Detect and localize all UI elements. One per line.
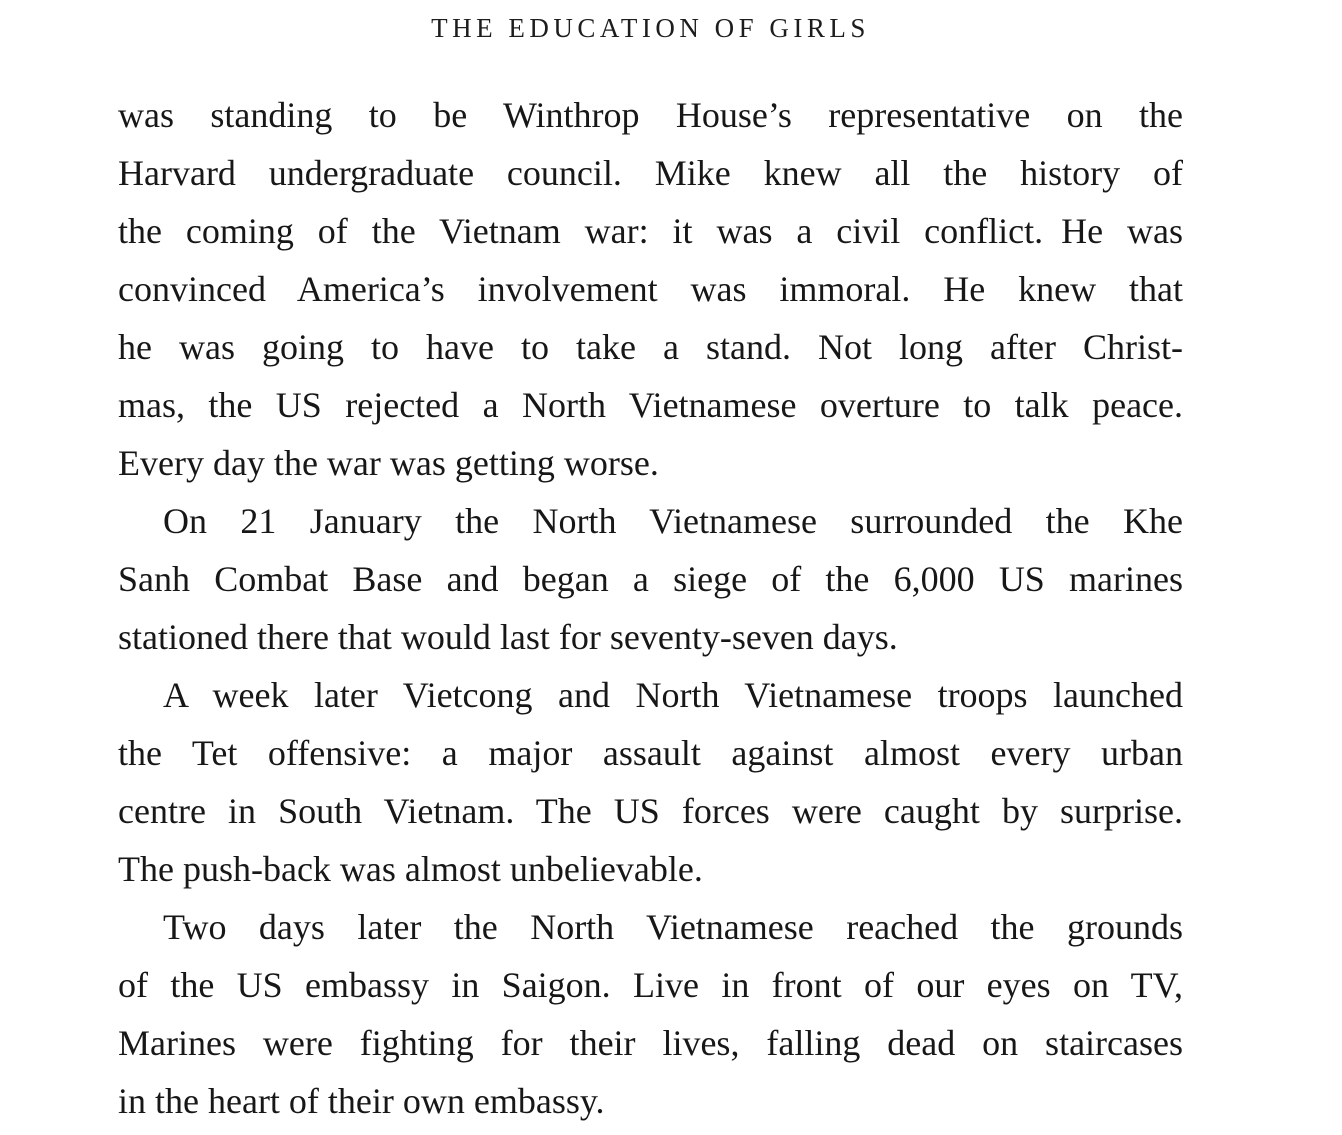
text-line: stationed there that would last for seventy-seven days.: [118, 617, 898, 657]
text-line: the Tet offensive: a major assault against almost every urban: [118, 733, 1183, 773]
text-line: Two days later the North Vietnamese reached the grounds: [163, 907, 1183, 947]
text-line: centre in South Vietnam. The US forces were caught by surprise.: [118, 791, 1183, 831]
text-line: The push-back was almost unbelievable.: [118, 849, 703, 889]
paragraph: [118, 666, 1183, 898]
text-line: the coming of the Vietnam war: it was a civil conflict. He was: [118, 211, 1183, 251]
text-line: Sanh Combat Base and began a siege of the 6,000 US marines: [118, 559, 1183, 599]
text-line: mas, the US rejected a North Vietnamese overture to talk peace.: [118, 385, 1183, 425]
text-line: Marines were fighting for their lives, falling dead on staircases: [118, 1023, 1183, 1063]
paragraph: [118, 898, 1183, 1130]
paragraph: [118, 86, 1183, 492]
text-line: was standing to be Winthrop House’s representative on the: [118, 95, 1183, 135]
text-line: On 21 January the North Vietnamese surrounded the Khe: [163, 501, 1183, 541]
text-line: of the US embassy in Saigon. Live in front of our eyes on TV,: [118, 965, 1183, 1005]
text-line: in the heart of their own embassy.: [118, 1081, 605, 1121]
paragraph: [118, 492, 1183, 666]
text-block: [118, 86, 1183, 1130]
running-head: THE EDUCATION OF GIRLS: [431, 13, 870, 43]
text-line: A week later Vietcong and North Vietnamese troops launched: [163, 675, 1183, 715]
text-line: Every day the war was getting worse.: [118, 443, 659, 483]
text-line: convinced America’s involvement was immoral. He knew that: [118, 269, 1183, 309]
text-line: Harvard undergraduate council. Mike knew all the history of: [118, 153, 1183, 193]
text-line: he was going to have to take a stand. Not long after Christ-: [118, 327, 1183, 367]
